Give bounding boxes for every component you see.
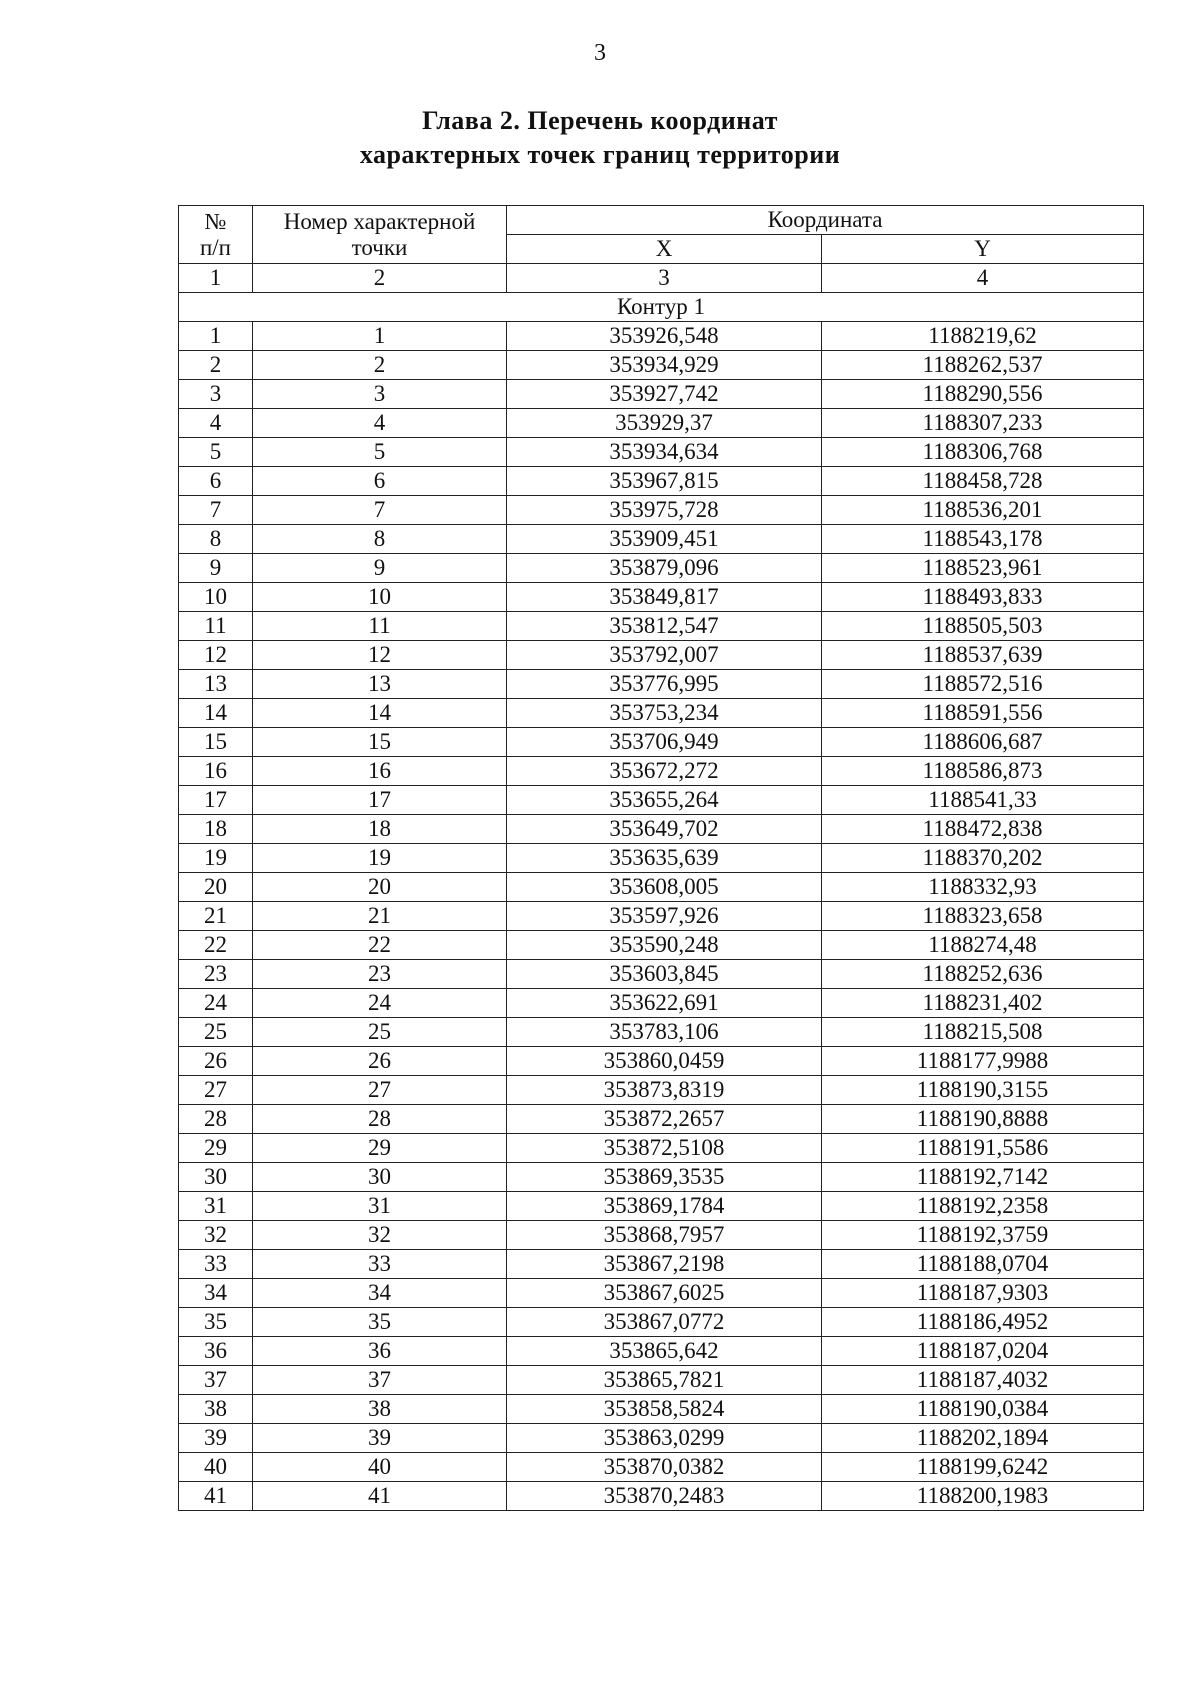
table-row [179,989,1144,1018]
x-coordinate-cell: 353975,728 [507,496,822,525]
row-number-cell: 3 [179,380,253,409]
point-number-cell: 36 [253,1337,507,1366]
y-coordinate-cell: 1188606,687 [822,728,1144,757]
row-number-cell: 27 [179,1076,253,1105]
y-coordinate-cell: 1188187,4032 [822,1366,1144,1395]
y-coordinate-cell: 1188199,6242 [822,1453,1144,1482]
contour-row [179,293,1144,322]
chapter-title-line-2: характерных точек границ территории [359,140,841,169]
point-number-cell: 20 [253,873,507,902]
table-row [179,844,1144,873]
y-coordinate-cell: 1188306,768 [822,438,1144,467]
x-coordinate-cell: 353655,264 [507,786,822,815]
y-coordinate-cell: 1188307,233 [822,409,1144,438]
column-index-cell: 4 [822,264,1144,293]
y-coordinate-cell: 1188537,639 [822,641,1144,670]
row-number-cell: 14 [179,699,253,728]
row-number-cell: 38 [179,1395,253,1424]
row-number-cell: 30 [179,1163,253,1192]
row-number-cell: 6 [179,467,253,496]
x-coordinate-cell: 353776,995 [507,670,822,699]
x-coordinate-cell: 353967,815 [507,467,822,496]
table-body [179,322,1144,1511]
y-coordinate-cell: 1188177,9988 [822,1047,1144,1076]
table-row [179,1192,1144,1221]
y-coordinate-cell: 1188190,8888 [822,1105,1144,1134]
row-number-cell: 33 [179,1250,253,1279]
x-coordinate-cell: 353872,2657 [507,1105,822,1134]
point-number-cell: 32 [253,1221,507,1250]
x-coordinate-cell: 353870,2483 [507,1482,822,1511]
y-coordinate-cell: 1188231,402 [822,989,1144,1018]
row-number-cell: 22 [179,931,253,960]
table-header-row [179,206,1144,235]
row-number-cell: 25 [179,1018,253,1047]
header-point-cell [253,206,507,264]
y-coordinate-cell: 1188370,202 [822,844,1144,873]
y-coordinate-cell: 1188187,0204 [822,1337,1144,1366]
y-coordinate-cell: 1188188,0704 [822,1250,1144,1279]
y-coordinate-cell: 1188536,201 [822,496,1144,525]
x-coordinate-cell: 353934,634 [507,438,822,467]
y-coordinate-cell: 1188472,838 [822,815,1144,844]
y-coordinate-cell: 1188200,1983 [822,1482,1144,1511]
y-coordinate-cell: 1188219,62 [822,322,1144,351]
point-number-cell: 24 [253,989,507,1018]
row-number-cell: 15 [179,728,253,757]
header-coordinate-cell: Координата [507,206,1144,235]
table-row [179,1163,1144,1192]
table-row [179,1105,1144,1134]
x-coordinate-cell: 353873,8319 [507,1076,822,1105]
table-row [179,786,1144,815]
y-coordinate-cell: 1188323,658 [822,902,1144,931]
point-number-cell: 37 [253,1366,507,1395]
header-y-cell: Y [822,235,1144,264]
x-coordinate-cell: 353603,845 [507,960,822,989]
table-row [179,1337,1144,1366]
table-row [179,351,1144,380]
table-row [179,902,1144,931]
x-coordinate-cell: 353635,639 [507,844,822,873]
table-row [179,1453,1144,1482]
table-row [179,873,1144,902]
y-coordinate-cell: 1188505,503 [822,612,1144,641]
table-row [179,612,1144,641]
table-row [179,931,1144,960]
point-number-cell: 11 [253,612,507,641]
point-number-cell: 19 [253,844,507,873]
page-number: 3 [594,40,606,66]
header-number-cell [179,206,253,264]
table-row [179,1366,1144,1395]
header-x-cell: X [507,235,822,264]
column-index-row [179,264,1144,293]
y-coordinate-cell: 1188290,556 [822,380,1144,409]
x-coordinate-cell: 353926,548 [507,322,822,351]
table-row [179,554,1144,583]
column-index-cell: 1 [179,264,253,293]
x-coordinate-cell: 353869,1784 [507,1192,822,1221]
chapter-title [0,104,1200,172]
table-row [179,467,1144,496]
y-coordinate-cell: 1188332,93 [822,873,1144,902]
point-number-cell: 38 [253,1395,507,1424]
header-point-line-1: Номер характерной [283,208,476,234]
point-number-cell: 39 [253,1424,507,1453]
y-coordinate-cell: 1188586,873 [822,757,1144,786]
point-number-cell: 13 [253,670,507,699]
point-number-cell: 12 [253,641,507,670]
table-row [179,1482,1144,1511]
x-coordinate-cell: 353869,3535 [507,1163,822,1192]
row-number-cell: 11 [179,612,253,641]
point-number-cell: 25 [253,1018,507,1047]
row-number-cell: 19 [179,844,253,873]
y-coordinate-cell: 1188192,2358 [822,1192,1144,1221]
row-number-cell: 17 [179,786,253,815]
header-number-line-1: № [204,208,227,234]
row-number-cell: 20 [179,873,253,902]
point-number-cell: 30 [253,1163,507,1192]
x-coordinate-cell: 353868,7957 [507,1221,822,1250]
table-row [179,815,1144,844]
table-row [179,1047,1144,1076]
x-coordinate-cell: 353608,005 [507,873,822,902]
point-number-cell: 21 [253,902,507,931]
y-coordinate-cell: 1188591,556 [822,699,1144,728]
table-row [179,1134,1144,1163]
contour-label: Контур 1 [179,293,1144,322]
x-coordinate-cell: 353783,106 [507,1018,822,1047]
point-number-cell: 15 [253,728,507,757]
x-coordinate-cell: 353879,096 [507,554,822,583]
point-number-cell: 10 [253,583,507,612]
table-row [179,322,1144,351]
x-coordinate-cell: 353872,5108 [507,1134,822,1163]
coordinates-table [178,205,1144,1511]
point-number-cell: 18 [253,815,507,844]
row-number-cell: 13 [179,670,253,699]
x-coordinate-cell: 353590,248 [507,931,822,960]
table-row [179,496,1144,525]
y-coordinate-cell: 1188190,3155 [822,1076,1144,1105]
y-coordinate-cell: 1188187,9303 [822,1279,1144,1308]
table-row [179,438,1144,467]
x-coordinate-cell: 353867,6025 [507,1279,822,1308]
table-row [179,757,1144,786]
point-number-cell: 9 [253,554,507,583]
point-number-cell: 8 [253,525,507,554]
x-coordinate-cell: 353672,272 [507,757,822,786]
point-number-cell: 3 [253,380,507,409]
column-index-cell: 3 [507,264,822,293]
x-coordinate-cell: 353909,451 [507,525,822,554]
row-number-cell: 5 [179,438,253,467]
table-row [179,1221,1144,1250]
row-number-cell: 12 [179,641,253,670]
point-number-cell: 14 [253,699,507,728]
point-number-cell: 29 [253,1134,507,1163]
x-coordinate-cell: 353867,2198 [507,1250,822,1279]
row-number-cell: 36 [179,1337,253,1366]
table-row [179,1395,1144,1424]
point-number-cell: 1 [253,322,507,351]
x-coordinate-cell: 353597,926 [507,902,822,931]
point-number-cell: 23 [253,960,507,989]
row-number-cell: 16 [179,757,253,786]
table-row [179,409,1144,438]
row-number-cell: 41 [179,1482,253,1511]
table-row [179,699,1144,728]
point-number-cell: 40 [253,1453,507,1482]
x-coordinate-cell: 353706,949 [507,728,822,757]
y-coordinate-cell: 1188541,33 [822,786,1144,815]
y-coordinate-cell: 1188190,0384 [822,1395,1144,1424]
table-row [179,1279,1144,1308]
table-row [179,380,1144,409]
x-coordinate-cell: 353849,817 [507,583,822,612]
x-coordinate-cell: 353858,5824 [507,1395,822,1424]
x-coordinate-cell: 353860,0459 [507,1047,822,1076]
y-coordinate-cell: 1188186,4952 [822,1308,1144,1337]
y-coordinate-cell: 1188262,537 [822,351,1144,380]
point-number-cell: 6 [253,467,507,496]
point-number-cell: 22 [253,931,507,960]
table-row [179,960,1144,989]
row-number-cell: 35 [179,1308,253,1337]
row-number-cell: 26 [179,1047,253,1076]
column-index-cell: 2 [253,264,507,293]
x-coordinate-cell: 353812,547 [507,612,822,641]
y-coordinate-cell: 1188458,728 [822,467,1144,496]
y-coordinate-cell: 1188543,178 [822,525,1144,554]
row-number-cell: 18 [179,815,253,844]
row-number-cell: 9 [179,554,253,583]
row-number-cell: 34 [179,1279,253,1308]
point-number-cell: 7 [253,496,507,525]
table-row [179,728,1144,757]
point-number-cell: 41 [253,1482,507,1511]
row-number-cell: 37 [179,1366,253,1395]
x-coordinate-cell: 353865,642 [507,1337,822,1366]
row-number-cell: 8 [179,525,253,554]
table-row [179,1308,1144,1337]
table-row [179,641,1144,670]
table-row [179,1018,1144,1047]
header-number-line-2: п/п [199,234,231,260]
point-number-cell: 31 [253,1192,507,1221]
y-coordinate-cell: 1188215,508 [822,1018,1144,1047]
table-row [179,1250,1144,1279]
row-number-cell: 31 [179,1192,253,1221]
x-coordinate-cell: 353927,742 [507,380,822,409]
y-coordinate-cell: 1188493,833 [822,583,1144,612]
x-coordinate-cell: 353867,0772 [507,1308,822,1337]
row-number-cell: 39 [179,1424,253,1453]
header-point-line-2: точки [351,234,408,260]
row-number-cell: 24 [179,989,253,1018]
x-coordinate-cell: 353929,37 [507,409,822,438]
x-coordinate-cell: 353792,007 [507,641,822,670]
x-coordinate-cell: 353649,702 [507,815,822,844]
point-number-cell: 17 [253,786,507,815]
point-number-cell: 35 [253,1308,507,1337]
y-coordinate-cell: 1188191,5586 [822,1134,1144,1163]
y-coordinate-cell: 1188202,1894 [822,1424,1144,1453]
point-number-cell: 26 [253,1047,507,1076]
point-number-cell: 34 [253,1279,507,1308]
table-row [179,1424,1144,1453]
point-number-cell: 27 [253,1076,507,1105]
point-number-cell: 2 [253,351,507,380]
y-coordinate-cell: 1188252,636 [822,960,1144,989]
y-coordinate-cell: 1188523,961 [822,554,1144,583]
row-number-cell: 32 [179,1221,253,1250]
y-coordinate-cell: 1188192,3759 [822,1221,1144,1250]
row-number-cell: 21 [179,902,253,931]
row-number-cell: 4 [179,409,253,438]
row-number-cell: 29 [179,1134,253,1163]
x-coordinate-cell: 353934,929 [507,351,822,380]
x-coordinate-cell: 353622,691 [507,989,822,1018]
x-coordinate-cell: 353753,234 [507,699,822,728]
row-number-cell: 28 [179,1105,253,1134]
row-number-cell: 40 [179,1453,253,1482]
table-row [179,1076,1144,1105]
row-number-cell: 2 [179,351,253,380]
row-number-cell: 10 [179,583,253,612]
x-coordinate-cell: 353865,7821 [507,1366,822,1395]
point-number-cell: 5 [253,438,507,467]
y-coordinate-cell: 1188572,516 [822,670,1144,699]
point-number-cell: 4 [253,409,507,438]
point-number-cell: 28 [253,1105,507,1134]
y-coordinate-cell: 1188192,7142 [822,1163,1144,1192]
x-coordinate-cell: 353863,0299 [507,1424,822,1453]
row-number-cell: 7 [179,496,253,525]
table-row [179,525,1144,554]
chapter-title-line-1: Глава 2. Перечень координат [422,106,778,135]
x-coordinate-cell: 353870,0382 [507,1453,822,1482]
row-number-cell: 23 [179,960,253,989]
row-number-cell: 1 [179,322,253,351]
table-row [179,670,1144,699]
point-number-cell: 33 [253,1250,507,1279]
table-row [179,583,1144,612]
point-number-cell: 16 [253,757,507,786]
y-coordinate-cell: 1188274,48 [822,931,1144,960]
